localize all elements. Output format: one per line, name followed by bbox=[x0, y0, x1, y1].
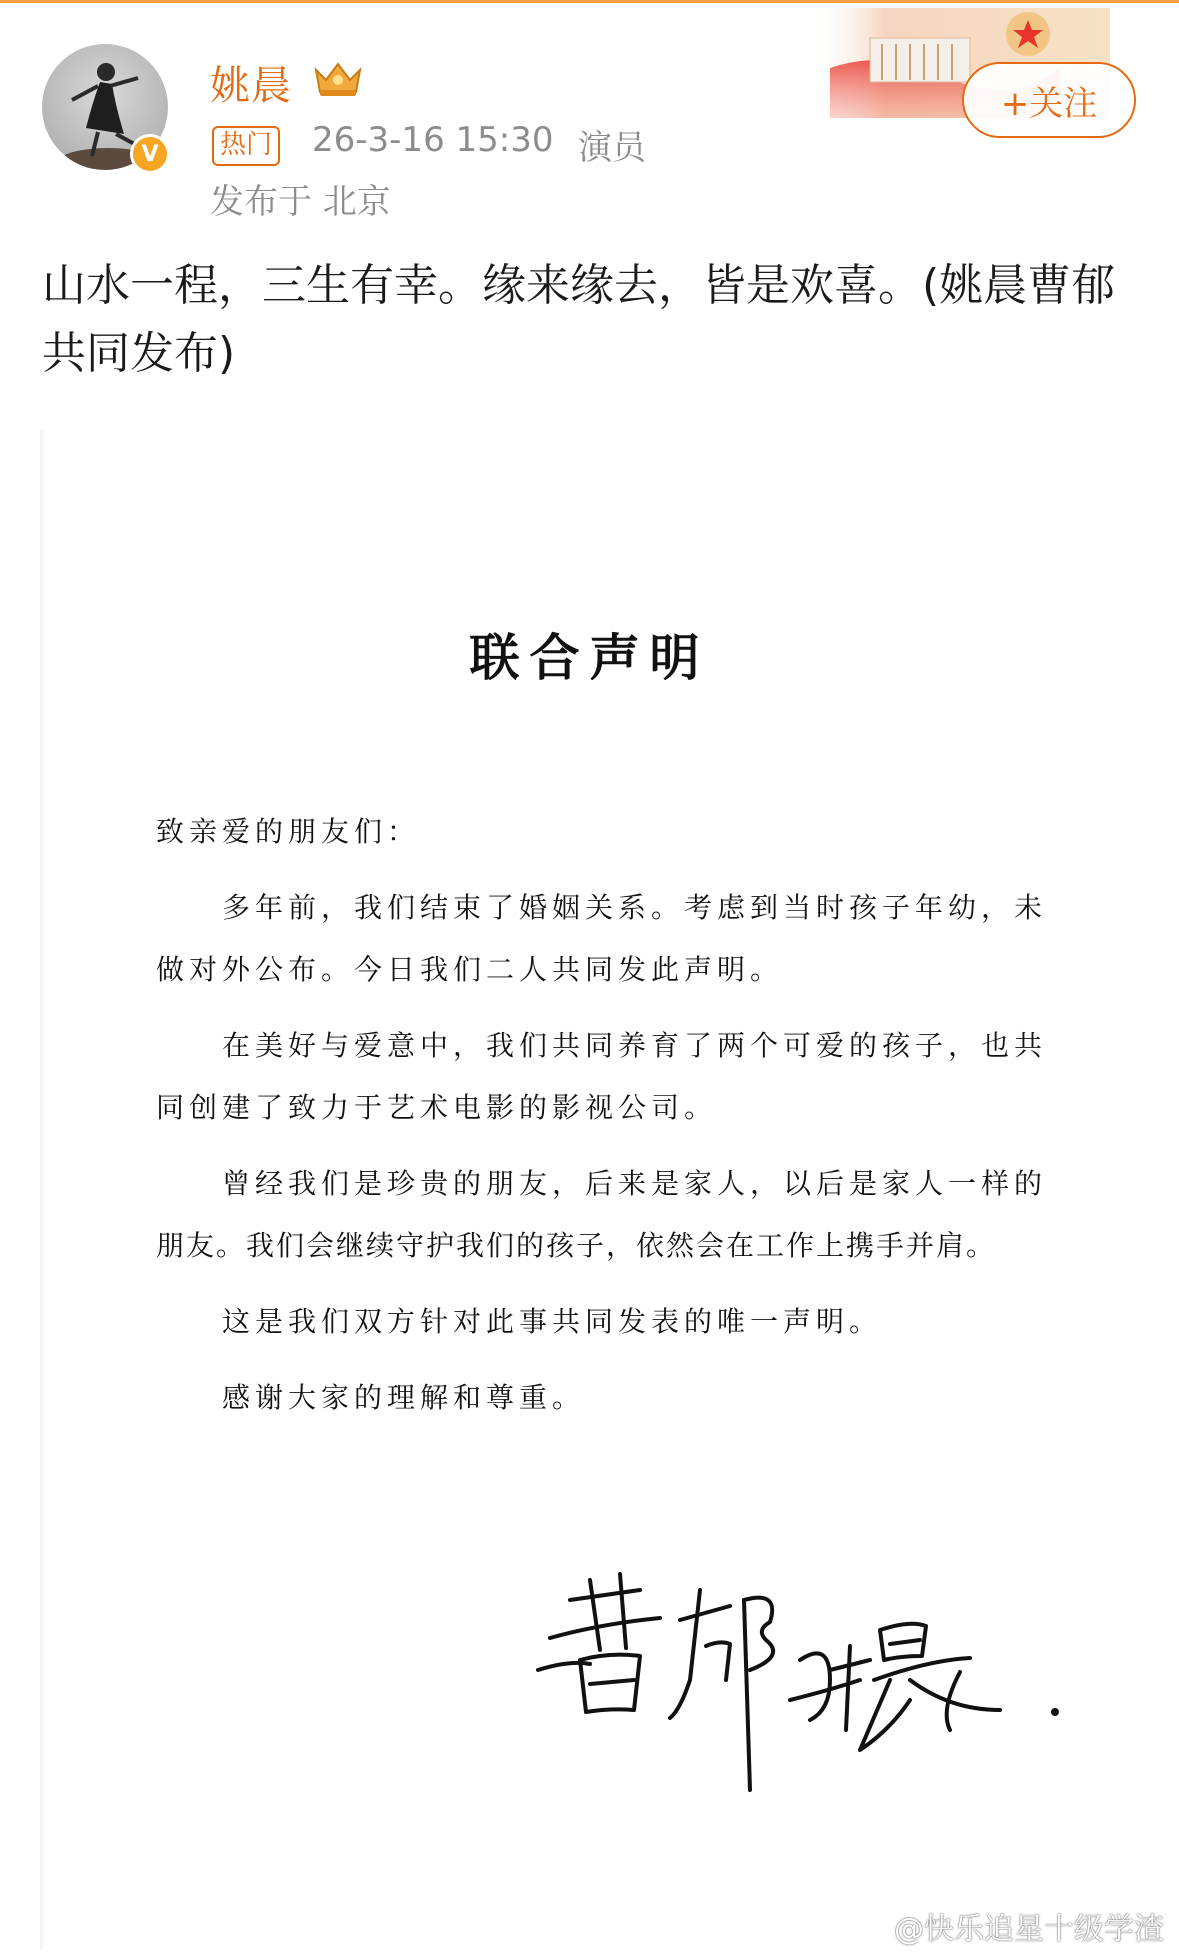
statement-line: 感谢大家的理解和尊重。 bbox=[222, 1381, 586, 1414]
user-role: 演员 bbox=[578, 128, 646, 168]
statement-line: 同创建了致力于艺术电影的影视公司。 bbox=[156, 1091, 718, 1124]
statement-line: 曾经我们是珍贵的朋友，后来是家人，以后是家人一样的 bbox=[222, 1167, 1048, 1200]
statement-greeting: 致亲爱的朋友们： bbox=[156, 815, 421, 848]
post-timestamp: 26-3-16 15:30 bbox=[312, 120, 554, 160]
watermark bbox=[848, 1904, 1164, 1948]
statement-title: 联合声明 bbox=[469, 628, 710, 687]
watermark-text: @快乐追星十级学渣 bbox=[894, 1912, 1164, 1947]
verified-badge-icon: V bbox=[130, 134, 170, 174]
statement-line: 多年前，我们结束了婚姻关系。考虑到当时孩子年幼，未 bbox=[222, 891, 1048, 924]
hot-badge: 热门 bbox=[212, 126, 280, 166]
handwritten-signature bbox=[530, 1560, 1090, 1800]
statement-line: 这是我们双方针对此事共同发表的唯一声明。 bbox=[222, 1305, 883, 1338]
crown-icon bbox=[310, 56, 366, 100]
weibo-logo-icon bbox=[848, 1910, 888, 1942]
statement-line: 在美好与爱意中，我们共同养育了两个可爱的孩子，也共 bbox=[222, 1029, 1048, 1062]
statement-line: 朋友。我们会继续守护我们的孩子，依然会在工作上携手并肩。 bbox=[156, 1229, 997, 1262]
follow-button[interactable]: +关注 bbox=[962, 62, 1136, 138]
post-text: 山水一程，三生有幸。缘来缘去，皆是欢喜。(姚晨曹郁共同发布) bbox=[42, 260, 1116, 379]
post-location: 发布于 北京 bbox=[210, 182, 391, 222]
username[interactable]: 姚晨 bbox=[210, 63, 292, 109]
top-edge-bar bbox=[0, 0, 1179, 3]
statement-line: 做对外公布。今日我们二人共同发此声明。 bbox=[156, 953, 784, 986]
